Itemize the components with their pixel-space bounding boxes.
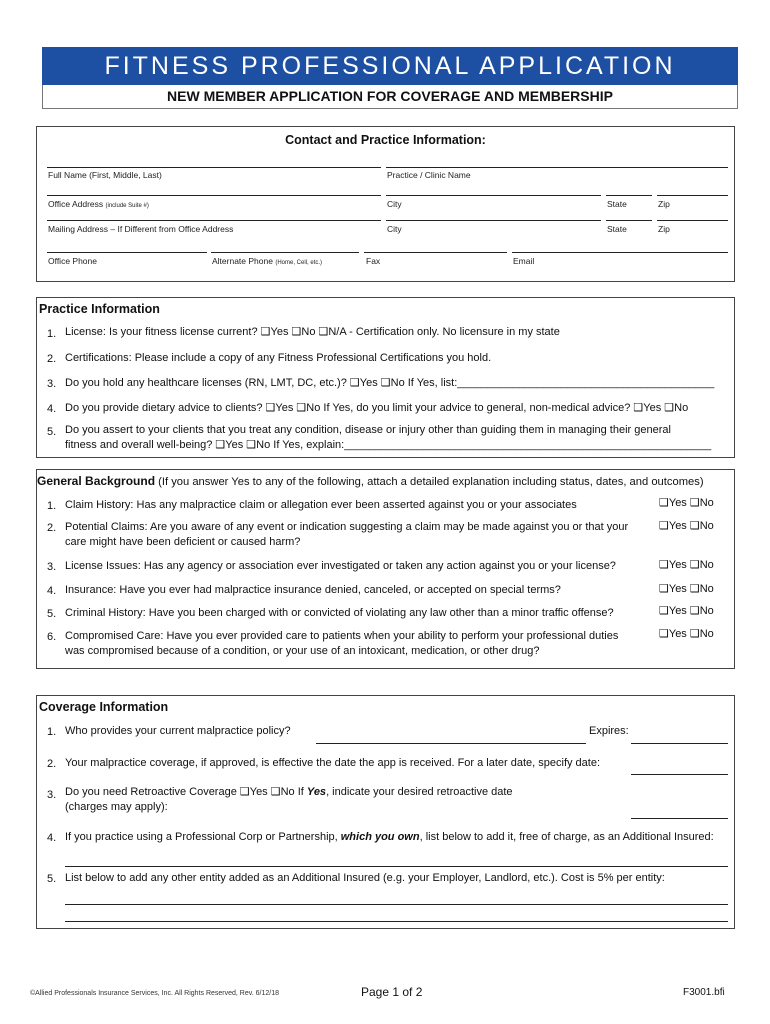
practice-q4-number: 4. bbox=[47, 403, 57, 415]
alt-phone-note: (Home, Cell, etc.) bbox=[275, 260, 323, 266]
general-heading: General Background (If you answer Yes to any of the following, attach a detailed explanation including status, dates, and outcomes) bbox=[37, 474, 704, 488]
mailing-address-field[interactable] bbox=[47, 220, 381, 221]
office-phone-field[interactable] bbox=[47, 252, 207, 253]
practice-q5-number: 5. bbox=[47, 426, 57, 438]
form-subtitle: NEW MEMBER APPLICATION FOR COVERAGE AND MEMBERSHIP bbox=[42, 85, 738, 109]
coverage-q4: If you practice using a Professional Corp or Partnership, which you own, list below to add it, free of charge, as an Additional Insured: bbox=[65, 831, 714, 843]
coverage-q1: Who provides your current malpractice policy? bbox=[65, 725, 291, 737]
general-q3-yes-no[interactable]: ❑Yes ❑No bbox=[659, 559, 714, 571]
alt-phone-field[interactable] bbox=[211, 252, 359, 253]
general-q6-number: 6. bbox=[47, 631, 57, 643]
general-q2-number: 2. bbox=[47, 522, 57, 534]
effective-date-field[interactable] bbox=[631, 774, 728, 775]
additional-insured-corp-field[interactable] bbox=[65, 866, 728, 867]
alt-phone-label: Alternate Phone (Home, Cell, etc.) bbox=[212, 256, 323, 266]
general-q4-yes-no[interactable]: ❑Yes ❑No bbox=[659, 583, 714, 595]
practice-q5[interactable]: Do you assert to your clients that you treat any condition, disease or injury other than guiding them in managing their general fitness and overall well-being? ❑Yes ❑No If Yes, explain:____________________________________________________________ bbox=[65, 424, 712, 451]
full-name-label: Full Name (First, Middle, Last) bbox=[48, 170, 162, 180]
coverage-q2-number: 2. bbox=[47, 758, 57, 770]
coverage-q4-number: 4. bbox=[47, 832, 57, 844]
practice-q1-number: 1. bbox=[47, 328, 57, 340]
practice-q2: Certifications: Please include a copy of any Fitness Professional Certifications you hold. bbox=[65, 352, 492, 364]
general-q2: Potential Claims: Are you aware of any event or indication suggesting a claim may be made against you or that your care might have been deficient or caused harm? bbox=[65, 521, 629, 548]
coverage-q2: Your malpractice coverage, if approved, is effective the date the app is received. For a later date, specify date: bbox=[65, 757, 601, 769]
office-address-field[interactable] bbox=[47, 195, 381, 196]
practice-section bbox=[36, 297, 735, 458]
mailing-city-label: City bbox=[387, 224, 402, 234]
mailing-city-field[interactable] bbox=[386, 220, 601, 221]
fax-label: Fax bbox=[366, 256, 381, 266]
general-q5-yes-no[interactable]: ❑Yes ❑No bbox=[659, 605, 714, 617]
state-field[interactable] bbox=[606, 195, 652, 196]
general-q6: Compromised Care: Have you ever provided care to patients when your ability to perform your professional duties was compromised because of a condition, or your use of an intoxicant, medication, or other drug? bbox=[65, 630, 619, 657]
coverage-heading: Coverage Information bbox=[39, 700, 169, 714]
zip-label: Zip bbox=[658, 199, 670, 209]
coverage-q5-number: 5. bbox=[47, 873, 57, 885]
city-label: City bbox=[387, 199, 402, 209]
mailing-zip-label: Zip bbox=[658, 224, 670, 234]
general-q1: Claim History: Has any malpractice claim or allegation ever been asserted against you or your associates bbox=[65, 499, 577, 511]
expires-label: Expires: bbox=[589, 725, 629, 737]
coverage-q5: List below to add any other entity added as an Additional Insured (e.g. your Employer, Landlord, etc.). Cost is 5% per entity: bbox=[65, 872, 665, 884]
form-id: F3001.bfi bbox=[683, 987, 725, 998]
general-q3: License Issues: Has any agency or association ever investigated or taken any action against you or your license? bbox=[65, 560, 616, 572]
general-q6-yes-no[interactable]: ❑Yes ❑No bbox=[659, 628, 714, 640]
expires-field[interactable] bbox=[631, 743, 728, 744]
practice-q3-number: 3. bbox=[47, 378, 57, 390]
general-q2-yes-no[interactable]: ❑Yes ❑No bbox=[659, 520, 714, 532]
general-heading-note: (If you answer Yes to any of the following, attach a detailed explanation including status, dates, and outcomes) bbox=[155, 476, 704, 488]
form-title-banner: FITNESS PROFESSIONAL APPLICATION bbox=[42, 47, 738, 85]
general-q4: Insurance: Have you ever had malpractice insurance denied, canceled, or accepted on special terms? bbox=[65, 584, 561, 596]
full-name-field[interactable] bbox=[47, 167, 381, 168]
practice-name-label: Practice / Clinic Name bbox=[387, 170, 471, 180]
additional-insured-line-1[interactable] bbox=[65, 904, 728, 905]
mailing-zip-field[interactable] bbox=[657, 220, 728, 221]
mailing-state-field[interactable] bbox=[606, 220, 652, 221]
coverage-q3[interactable]: Do you need Retroactive Coverage ❑Yes ❑No If Yes, indicate your desired retroactive date (charges may apply): bbox=[65, 786, 513, 813]
general-section bbox=[36, 469, 735, 669]
mailing-state-label: State bbox=[607, 224, 627, 234]
page-number: Page 1 of 2 bbox=[361, 985, 423, 999]
state-label: State bbox=[607, 199, 627, 209]
practice-name-field[interactable] bbox=[386, 167, 728, 168]
retro-date-field[interactable] bbox=[631, 818, 728, 819]
practice-q3[interactable]: Do you hold any healthcare licenses (RN, LMT, DC, etc.)? ❑Yes ❑No If Yes, list:__________________________________________ bbox=[65, 377, 715, 389]
general-q4-number: 4. bbox=[47, 585, 57, 597]
email-label: Email bbox=[513, 256, 535, 266]
copyright-footer: ©Allied Professionals Insurance Services, Inc. All Rights Reserved, Rev. 6/12/18 bbox=[30, 990, 279, 997]
coverage-section bbox=[36, 695, 735, 929]
office-address-label: Office Address (include Suite #) bbox=[48, 199, 149, 209]
practice-q4[interactable]: Do you provide dietary advice to clients? ❑Yes ❑No If Yes, do you limit your advice to general, non-medical advice? ❑Yes ❑No bbox=[65, 402, 689, 414]
email-field[interactable] bbox=[512, 252, 728, 253]
contact-heading: Contact and Practice Information: bbox=[285, 133, 486, 147]
mailing-address-label: Mailing Address – If Different from Office Address bbox=[48, 224, 234, 234]
practice-q1: License: Is your fitness license current? ❑Yes ❑No ❑N/A - Certification only. No licensure in my state bbox=[65, 326, 560, 338]
coverage-q3-number: 3. bbox=[47, 789, 57, 801]
additional-insured-line-2[interactable] bbox=[65, 921, 728, 922]
general-q5-number: 5. bbox=[47, 608, 57, 620]
current-carrier-field[interactable] bbox=[316, 743, 586, 744]
office-address-note: (include Suite #) bbox=[105, 203, 149, 209]
general-q3-number: 3. bbox=[47, 561, 57, 573]
office-phone-label: Office Phone bbox=[48, 256, 97, 266]
fax-field[interactable] bbox=[364, 252, 507, 253]
coverage-q1-number: 1. bbox=[47, 726, 57, 738]
general-q1-yes-no[interactable]: ❑Yes ❑No bbox=[659, 497, 714, 509]
practice-heading: Practice Information bbox=[39, 302, 160, 316]
general-q1-number: 1. bbox=[47, 500, 57, 512]
contact-section bbox=[36, 126, 735, 282]
general-q5: Criminal History: Have you been charged with or convicted of violating any law other than a minor traffic offense? bbox=[65, 607, 614, 619]
practice-q1-options[interactable]: ❑Yes ❑No ❑N/A - Certification only. No licensure in my state bbox=[260, 326, 560, 338]
zip-field[interactable] bbox=[657, 195, 728, 196]
city-field[interactable] bbox=[386, 195, 601, 196]
practice-q2-number: 2. bbox=[47, 353, 57, 365]
